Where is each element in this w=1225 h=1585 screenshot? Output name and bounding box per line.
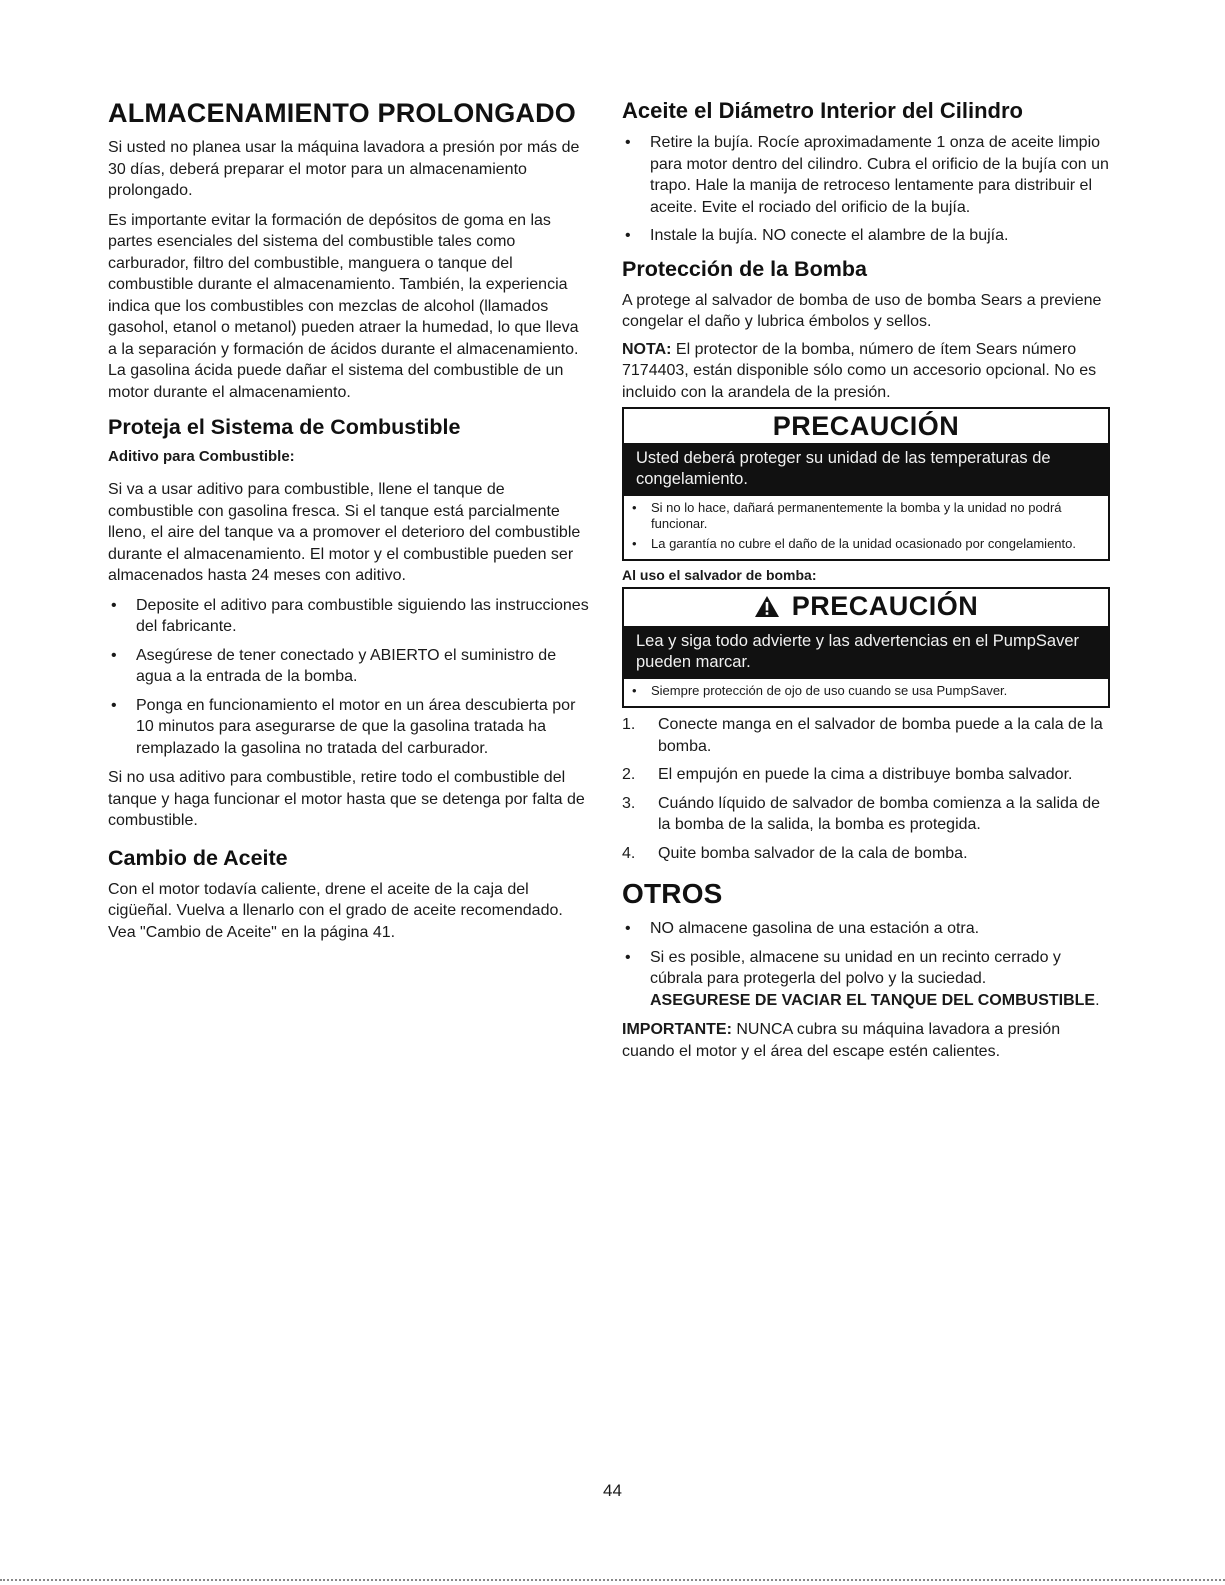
caution-lead-label: Al uso el salvador de bomba:	[622, 567, 817, 583]
others-bullet-list	[622, 918, 1110, 1011]
pumpsaver-steps	[622, 714, 1110, 864]
storage-heading: ALMACENAMIENTO PROLONGADO	[108, 98, 576, 128]
right-column	[622, 98, 1110, 1070]
caution-band: Usted deberá proteger su unidad de las temperaturas de congelamiento.	[624, 443, 1108, 496]
list-item: • Si no lo hace, dañará permanentemente la bomba y la unidad no podrá funcionar.	[632, 500, 1062, 531]
list-item: 2. El empujón en puede la cima a distribuye bomba salvador.	[622, 766, 1073, 783]
caution-title-with-icon: PRECAUCIÓN	[624, 589, 1108, 626]
list-item: 3. Cuándo líquido de salvador de bomba comienza a la salida de la bomba de la salida, la bomba es protegida.	[622, 794, 1101, 833]
list-item: • Asegúrese de tener conectado y ABIERTO el suministro de agua a la entrada de la bomba.	[111, 646, 557, 685]
page-number: 44	[603, 1481, 622, 1500]
bullet-icon: •	[625, 948, 631, 966]
list-item: • Siempre protección de ojo de uso cuando se usa PumpSaver.	[632, 683, 1008, 698]
list-item: • Si es posible, almacene su unidad en un recinto cerrado y cúbrala para protegerla del polvo y la suciedad. ASEGURESE DE VACIAR EL TANQUE DEL COMBUSTIBLE.	[625, 948, 1100, 1009]
bullet-icon: •	[111, 596, 117, 614]
additive-paragraph: Si va a usar aditivo para combustible, llene el tanque de combustible con gasolina fresca. Si el tanque está parcialmente lleno, el aire del tanque va a promover el deterioro del combustible durante el almacenamiento. El motor y el combustible pueden ser almacenados hasta 24 meses con aditivo.	[108, 481, 581, 584]
note-paragraph: NOTA: El protector de la bomba, número de ítem Sears número 7174403, están disponible sólo como un accesorio opcional. No es incluido con la arandela de la presión.	[622, 340, 1097, 401]
list-item: 1. Conecte manga en el salvador de bomba puede a la cala de la bomba.	[622, 716, 1103, 755]
bullet-icon: •	[632, 683, 637, 698]
scan-edge-divider	[0, 1579, 1225, 1581]
fuel-system-heading: Proteja el Sistema de Combustible	[108, 415, 461, 439]
others-heading: OTROS	[622, 878, 723, 909]
warning-triangle-icon	[754, 594, 780, 625]
caution-bullet-list	[624, 683, 1108, 699]
bullet-icon: •	[632, 500, 637, 515]
pump-protection-paragraph: A protege al salvador de bomba de uso de bomba Sears a previene congelar el daño y lubrica émbolos y sellos.	[622, 291, 1102, 330]
bullet-icon: •	[625, 920, 631, 937]
caution-bullet-list	[624, 500, 1108, 552]
important-label: IMPORTANTE:	[622, 1021, 732, 1038]
bullet-icon: •	[111, 696, 117, 714]
no-additive-paragraph: Si no usa aditivo para combustible, retire todo el combustible del tanque y haga funcionar el motor hasta que se detenga por falta de combustible.	[108, 769, 585, 829]
storage-paragraph-2: Es importante evitar la formación de depósitos de goma en las partes esenciales del sistema del combustible tales como carburador, filtro del combustible, manguera o tanque del combustible durante el almacenamiento. También, la experiencia indica que los combustibles con mezclas de alcohol (llamados gasohol, etanol o metanol) pueden atraer la humedad, lo que lleva a la separación y formación de ácidos durante el almacenamiento. La gasolina ácida puede dañar el sistema del combustible de un motor durante el almacenamiento.	[108, 211, 579, 401]
list-item: • Ponga en funcionamiento el motor en un área descubierta por 10 minutos para asegurarse de que la gasolina tratada ha remplazado la gasolina no tratada del carburador.	[111, 696, 576, 757]
bullet-icon: •	[625, 227, 631, 244]
important-paragraph: IMPORTANTE: NUNCA cubra su máquina lavadora a presión cuando el motor y el área del escape estén calientes.	[622, 1021, 1061, 1060]
bullet-icon: •	[625, 134, 631, 151]
list-item: • La garantía no cubre el daño de la unidad ocasionado por congelamiento.	[632, 536, 1076, 551]
additive-subheading: Aditivo para Combustible:	[108, 448, 295, 465]
caution-title: PRECAUCIÓN	[772, 411, 960, 441]
list-item: • Instale la bujía. NO conecte el alambre de la bujía.	[622, 225, 1110, 247]
note-label: NOTA:	[622, 340, 672, 358]
list-item: • Deposite el aditivo para combustible siguiendo las instrucciones del fabricante.	[111, 596, 589, 635]
caution-band: Lea y siga todo advierte y las advertencias en el PumpSaver pueden marcar.	[624, 626, 1108, 679]
left-column	[108, 98, 590, 951]
oil-change-heading: Cambio de Aceite	[108, 845, 288, 870]
cylinder-heading: Aceite el Diámetro Interior del Cilindro	[622, 98, 1023, 123]
caution-box-freezing	[622, 407, 1110, 561]
bullet-icon: •	[632, 536, 637, 551]
cylinder-bullet-list	[622, 132, 1110, 247]
oil-change-paragraph: Con el motor todavía caliente, drene el aceite de la caja del cigüeñal. Vuelva a llenarlo con el grado de aceite recomendado. Vea "Cambio de Aceite" en la página 41.	[108, 880, 563, 941]
list-item: 4. Quite bomba salvador de la cala de bomba.	[622, 844, 968, 862]
caution-box-pumpsaver	[622, 587, 1110, 708]
storage-paragraph-1: Si usted no planea usar la máquina lavadora a presión por más de 30 días, deberá preparar el motor para un almacenamiento prolongado.	[108, 139, 580, 199]
pump-protection-heading: Protección de la Bomba	[622, 256, 867, 281]
additive-bullet-list	[108, 595, 590, 760]
list-item: • Retire la bujía. Rocíe aproximadamente 1 onza de aceite limpio para motor dentro del cilindro. Cubra el orificio de la bujía con un trapo. Hale la manija de retroceso lentamente para distribuir el aceite. Evite el rociado del orificio de la bujía.	[625, 134, 1109, 216]
list-item: • NO almacene gasolina de una estación a otra.	[622, 918, 1110, 940]
bullet-icon: •	[111, 646, 117, 664]
